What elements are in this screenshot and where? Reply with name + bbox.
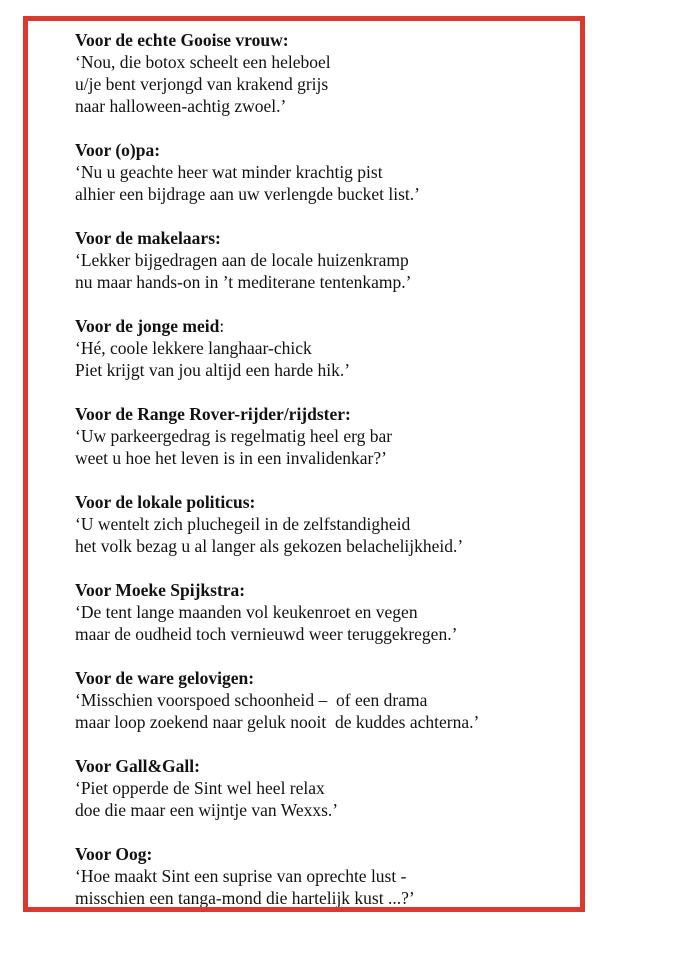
poem-heading-colon: : (219, 316, 225, 336)
poem-line: maar de oudheid toch vernieuwd weer teruggekregen.’ (75, 624, 458, 644)
poem-section (75, 227, 554, 293)
poem-section (75, 843, 554, 909)
poem-line: naar halloween-achtig zwoel.’ (75, 96, 287, 116)
poem-section (75, 403, 554, 469)
poem-heading: Voor Oog: (75, 844, 153, 864)
poem-heading: Voor de Range Rover-rijder/rijdster: (75, 404, 351, 424)
poem-section (75, 491, 554, 557)
poem-line: doe die maar een wijntje van Wexxs.’ (75, 800, 339, 820)
poem-line: ‘Hé, coole lekkere langhaar-chick (75, 338, 312, 358)
poem-line: ‘De tent lange maanden vol keukenroet en vegen (75, 602, 418, 622)
poem-section (75, 579, 554, 645)
poem-section (75, 315, 554, 381)
poem-line: het volk bezag u al langer als gekozen belachelijkheid.’ (75, 536, 464, 556)
poem-heading-text: Voor de jonge meid (75, 316, 220, 336)
poem-section (75, 29, 554, 117)
poem-line: ‘U wentelt zich pluchegeil in de zelfstandigheid (75, 514, 411, 534)
poem-heading: Voor Moeke Spijkstra: (75, 580, 246, 600)
poem-heading: Voor de echte Gooise vrouw: (75, 30, 289, 50)
poem-heading: Voor (o)pa: (75, 140, 161, 160)
poem-heading: Voor Gall&Gall: (75, 756, 200, 776)
poem-line: ‘Lekker bijgedragen aan de locale huizenkramp (75, 250, 409, 270)
poem-heading: Voor de lokale politicus: (75, 492, 256, 512)
poem-heading: Voor de makelaars: (75, 228, 221, 248)
poem-line: ‘Nu u geachte heer wat minder krachtig pist (75, 162, 383, 182)
poem-line: ‘Hoe maakt Sint een suprise van oprechte lust - (75, 866, 407, 886)
poem-line: ‘Nou, die botox scheelt een heleboel (75, 52, 331, 72)
poem-section (75, 667, 554, 733)
poem-line: nu maar hands-on in ’t mediterane tentenkamp.’ (75, 272, 412, 292)
poem-line: ‘Piet opperde de Sint wel heel relax (75, 778, 325, 798)
poem-line: misschien een tanga-mond die hartelijk kust ...?’ (75, 888, 415, 908)
poem-line: u/je bent verjongd van krakend grijs (75, 74, 329, 94)
poem-line: weet u hoe het leven is in een invalidenkar?’ (75, 448, 387, 468)
poem-heading (75, 315, 554, 337)
poem-line: alhier een bijdrage aan uw verlengde bucket list.’ (75, 184, 420, 204)
poem-line: maar loop zoekend naar geluk nooit de kuddes achterna.’ (75, 712, 480, 732)
poem-line: ‘Uw parkeergedrag is regelmatig heel erg bar (75, 426, 393, 446)
poem-section (75, 139, 554, 205)
poem-section (75, 755, 554, 821)
poem-line: Piet krijgt van jou altijd een harde hik.’ (75, 360, 351, 380)
poem-line: ‘Misschien voorspoed schoonheid – of een drama (75, 690, 428, 710)
red-frame (23, 16, 585, 912)
poem-heading: Voor de ware gelovigen: (75, 668, 255, 688)
